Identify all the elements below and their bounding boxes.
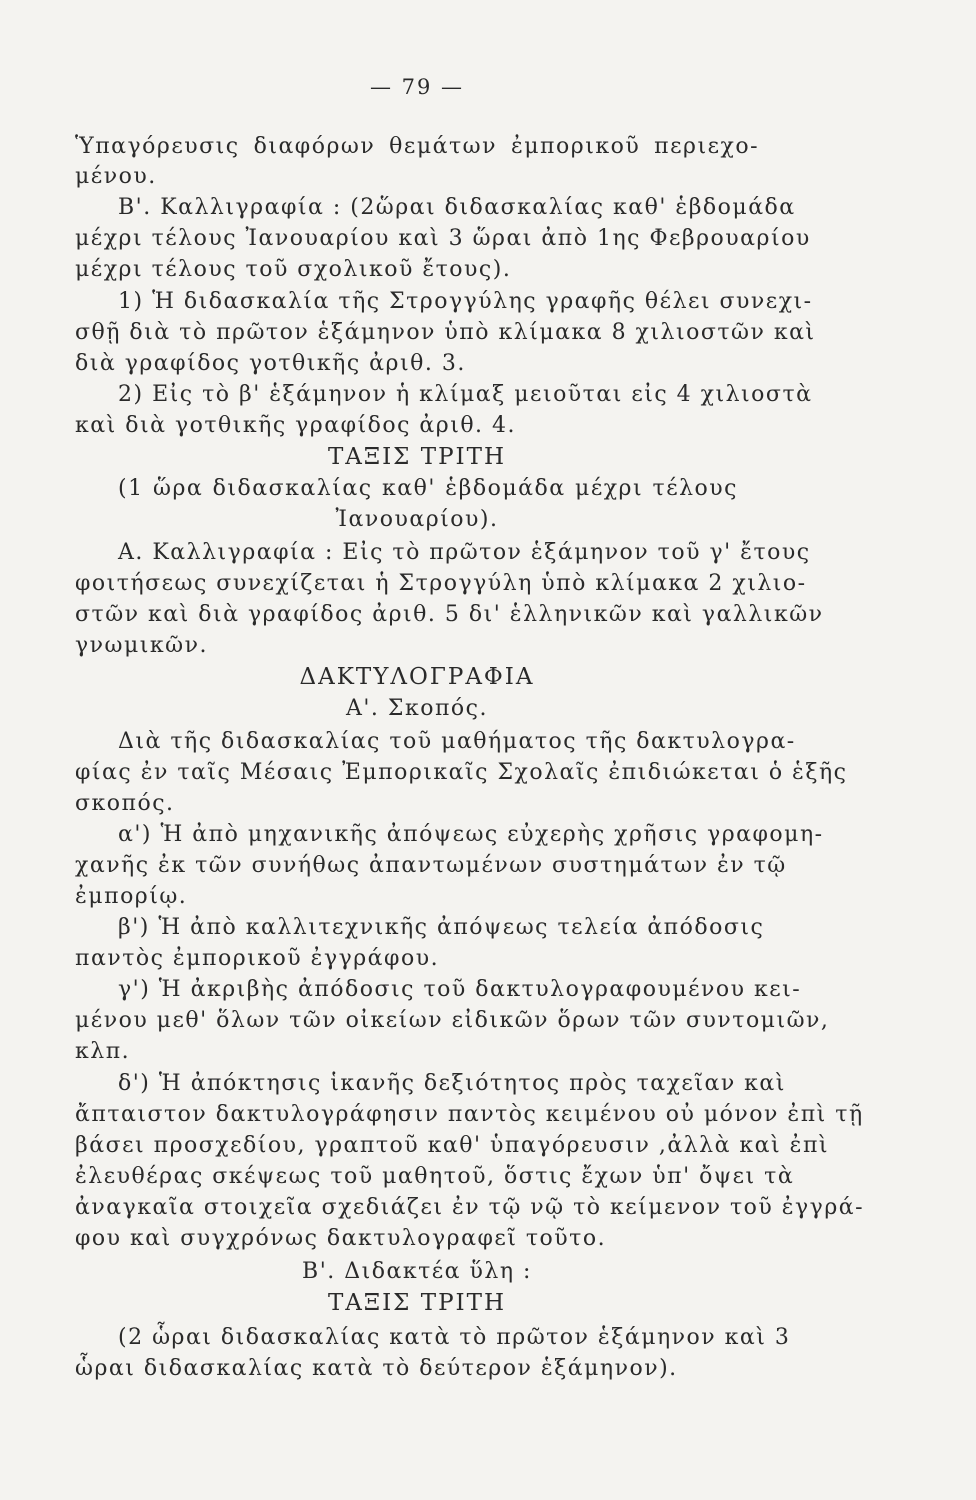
text-line: παντὸς ἐμπορικοῦ ἐγγράφου. <box>75 946 440 971</box>
page-number: — 79 — <box>369 75 465 99</box>
text-line: δ') Ἡ ἀπόκτησις ἱκανῆς δεξιότητος πρὸς ταχεῖαν καὶ <box>118 1071 786 1096</box>
text-line: φοιτήσεως συνεχίζεται ἡ Στρογγύλη ὑπὸ κλίμακα 2 χιλιο- <box>75 571 807 596</box>
text-line: Α. Καλλιγραφία : Εἰς τὸ πρῶτον ἑξάμηνον τοῦ γ' ἔτους <box>118 540 811 565</box>
text-line: ἐμπορίῳ. <box>75 884 188 909</box>
text-line: μένου μεθ' ὅλων τῶν οἰκείων εἰδικῶν ὅρων τῶν συντομιῶν, <box>75 1008 830 1033</box>
text-line: ἐλευθέρας σκέψεως τοῦ μαθητοῦ, ὅστις ἔχων ὑπ' ὄψει τὰ <box>75 1164 795 1189</box>
text-line: μένου. <box>75 164 157 189</box>
text-line: (1 ὥρα διδασκαλίας καθ' ἑβδομάδα μέχρι τέλους <box>118 476 738 501</box>
subsection-heading: Α'. Σκοπός. <box>346 696 488 721</box>
text-line: γνωμικῶν. <box>75 633 208 658</box>
text-line: Διὰ τῆς διδασκαλίας τοῦ μαθήματος τῆς δακτυλογρα- <box>118 729 796 754</box>
text-line: φου καὶ συγχρόνως δακτυλογραφεῖ τοῦτο. <box>75 1226 607 1251</box>
text-line: 2) Εἰς τὸ β' ἑξάμηνον ἡ κλίμαξ μειοῦται εἰς 4 χιλιοστὰ <box>118 382 813 407</box>
text-line: βάσει προσχεδίου, γραπτοῦ καθ' ὑπαγόρευσιν ,ἀλλὰ καὶ ἐπὶ <box>75 1133 830 1158</box>
text-line: καὶ διὰ γοτθικῆς γραφίδος ἀριθ. 4. <box>75 413 517 438</box>
text-line: μέχρι τέλους τοῦ σχολικοῦ ἔτους). <box>75 257 512 282</box>
text-line: α') Ἡ ἀπὸ μηχανικῆς ἀπόψεως εὐχερὴς χρῆσις γραφομη- <box>118 822 824 847</box>
text-line: σθῇ διὰ τὸ πρῶτον ἑξάμηνον ὑπὸ κλίμακα 8 χιλιοστῶν καὶ <box>75 320 816 345</box>
text-line: διὰ γραφίδος γοτθικῆς ἀριθ. 3. <box>75 351 466 376</box>
text-line: Β'. Καλλιγραφία : (2ὥραι διδασκαλίας καθ' ἑβδομάδα <box>118 195 796 220</box>
text-line: στῶν καὶ διὰ γραφίδος ἀριθ. 5 δι' ἑλληνικῶν καὶ γαλλικῶν <box>75 602 824 627</box>
text-line: χανῆς ἐκ τῶν συνήθως ἀπαντωμένων συστημάτων ἐν τῷ <box>75 853 787 878</box>
section-heading: ΤΑΞΙΣ ΤΡΙΤΗ <box>327 1290 507 1316</box>
text-line: Ὑπαγόρευσις διαφόρων θεμάτων ἐμπορικοῦ περιεχο- <box>75 134 759 159</box>
text-line: Ἰανουαρίου). <box>335 507 499 532</box>
text-line: κλπ. <box>75 1039 131 1064</box>
section-heading: ΤΑΞΙΣ ΤΡΙΤΗ <box>327 444 507 470</box>
text-line: σκοπός. <box>75 791 175 816</box>
text-line: γ') Ἡ ἀκριβὴς ἀπόδοσις τοῦ δακτυλογραφουμένου κει- <box>118 977 802 1002</box>
section-heading: ΔΑΚΤΥΛΟΓΡΑΦΙΑ <box>299 664 535 690</box>
text-line: 1) Ἡ διδασκαλία τῆς Στρογγύλης γραφῆς θέλει συνεχι- <box>118 289 813 314</box>
text-line: ἄπταιστον δακτυλογράφησιν παντὸς κειμένου οὐ μόνον ἐπὶ τῇ <box>75 1102 864 1127</box>
text-line: β') Ἡ ἀπὸ καλλιτεχνικῆς ἀπόψεως τελεία ἀπόδοσις <box>118 915 765 940</box>
text-line: (2 ὧραι διδασκαλίας κατὰ τὸ πρῶτον ἑξάμηνον καὶ 3 <box>118 1325 791 1350</box>
subsection-heading: Β'. Διδακτέα ὕλη : <box>302 1259 532 1284</box>
text-line: ἀναγκαῖα στοιχεῖα σχεδιάζει ἐν τῷ νῷ τὸ κείμενον τοῦ ἐγγρά- <box>75 1195 865 1220</box>
text-line: ὧραι διδασκαλίας κατὰ τὸ δεύτερον ἑξάμηνον). <box>75 1356 678 1381</box>
text-line: μέχρι τέλους Ἰανουαρίου καὶ 3 ὥραι ἀπὸ 1ης Φεβρουαρίου <box>75 226 811 251</box>
text-line: φίας ἐν ταῖς Μέσαις Ἐμπορικαῖς Σχολαῖς ἐπιδιώκεται ὁ ἑξῆς <box>75 760 848 785</box>
